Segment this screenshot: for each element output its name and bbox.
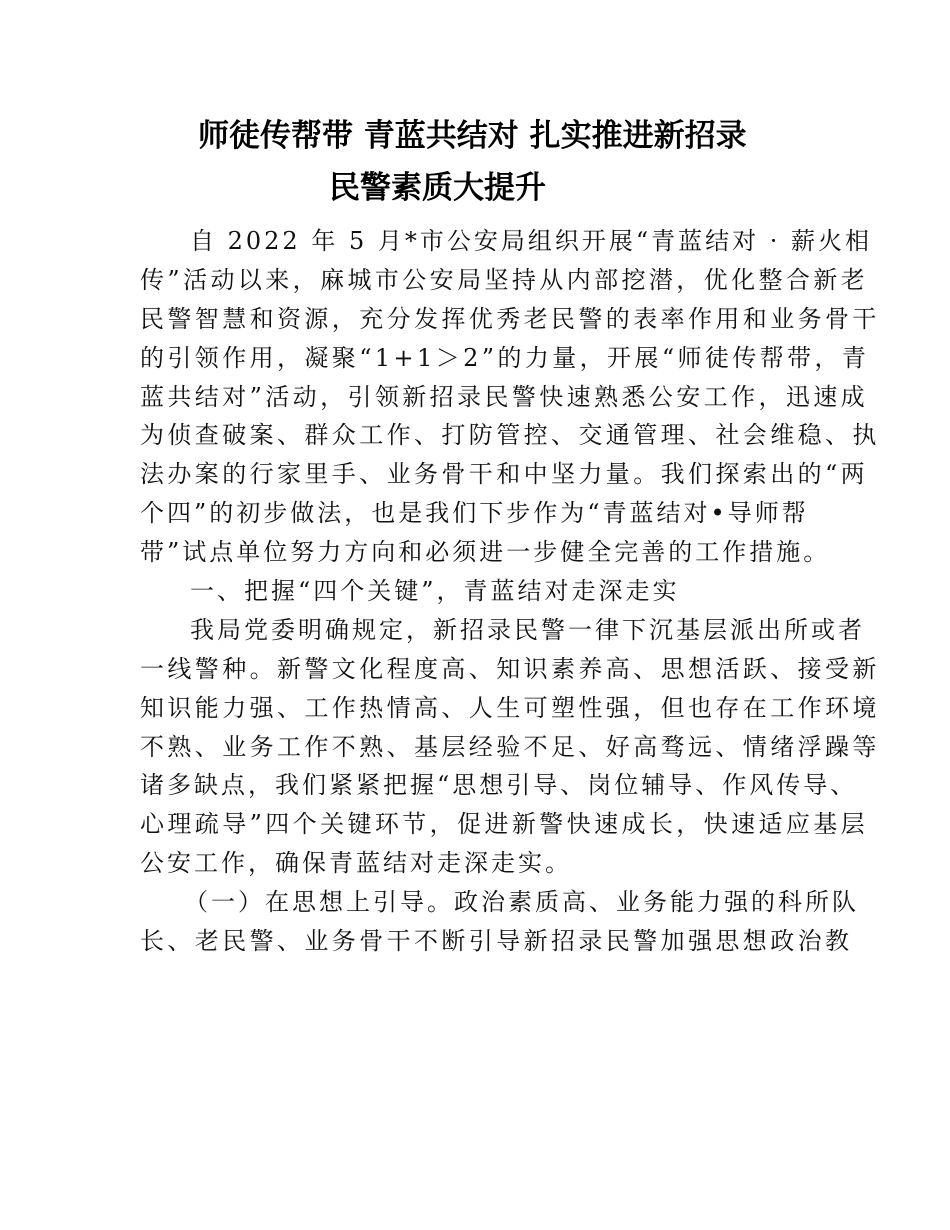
title-line-1: 师徒传帮带 青蓝共结对 扎实推进新招录 — [198, 118, 747, 154]
paragraph-3-line: 长、老民警、业务骨干不断引导新招录民警加强思想政治教 — [140, 927, 853, 956]
paragraph-2-line: 知识能力强、工作热情高、人生可塑性强，但也存在工作环境 — [140, 693, 880, 722]
paragraph-2-line: 诸多缺点，我们紧紧把握“思想引导、岗位辅导、作风传导、 — [140, 771, 858, 800]
document-body — [0, 222, 950, 961]
paragraph-1-line: 个四”的初步做法，也是我们下步作为“青蓝结对•导师帮 — [140, 499, 809, 528]
paragraph-2-line: 一线警种。新警文化程度高、知识素养高、思想活跃、接受新 — [140, 654, 880, 683]
title-line-2: 民警素质大提升 — [329, 170, 546, 206]
document-title — [0, 110, 950, 214]
paragraph-1-line: 的引领作用，凝聚“1+1＞2”的力量，开展“师徒传帮带，青 — [140, 343, 870, 372]
paragraph-2-line: 心理疏导”四个关键环节，促进新警快速成长，快速适应基层 — [140, 810, 869, 839]
paragraph-1-line: 自 2022 年 5 月*市公安局组织开展“青蓝结对 · 薪火相 — [190, 227, 873, 255]
paragraph-1-line: 民警智慧和资源，充分发挥优秀老民警的表率作用和业务骨干 — [140, 304, 880, 333]
paragraph-2-line: 公安工作，确保青蓝结对走深走实。 — [140, 849, 572, 878]
paragraph-2-line: 不熟、业务工作不熟、基层经验不足、好高骛远、情绪浮躁等 — [140, 732, 880, 761]
paragraph-1-line: 传”活动以来，麻城市公安局坚持从内部挖潜，优化整合新老 — [140, 265, 869, 294]
paragraph-1-line: 蓝共结对”活动，引领新招录民警快速熟悉公安工作，迅速成 — [140, 382, 869, 411]
paragraph-1-line: 法办案的行家里手、业务骨干和中坚力量。我们探索出的“两 — [140, 460, 869, 489]
paragraph-1-line: 为侦查破案、群众工作、打防管控、交通管理、社会维稳、执 — [140, 421, 880, 450]
paragraph-3-line: （一）在思想上引导。政治素质高、业务能力强的科所队 — [184, 888, 859, 917]
paragraph-1-line: 带”试点单位努力方向和必须进一步健全完善的工作措施。 — [140, 538, 831, 567]
section-heading-1: 一、把握“四个关键”，青蓝结对走深走实 — [190, 577, 680, 606]
paragraph-2-line: 我局党委明确规定，新招录民警一律下沉基层派出所或者 — [190, 615, 865, 644]
